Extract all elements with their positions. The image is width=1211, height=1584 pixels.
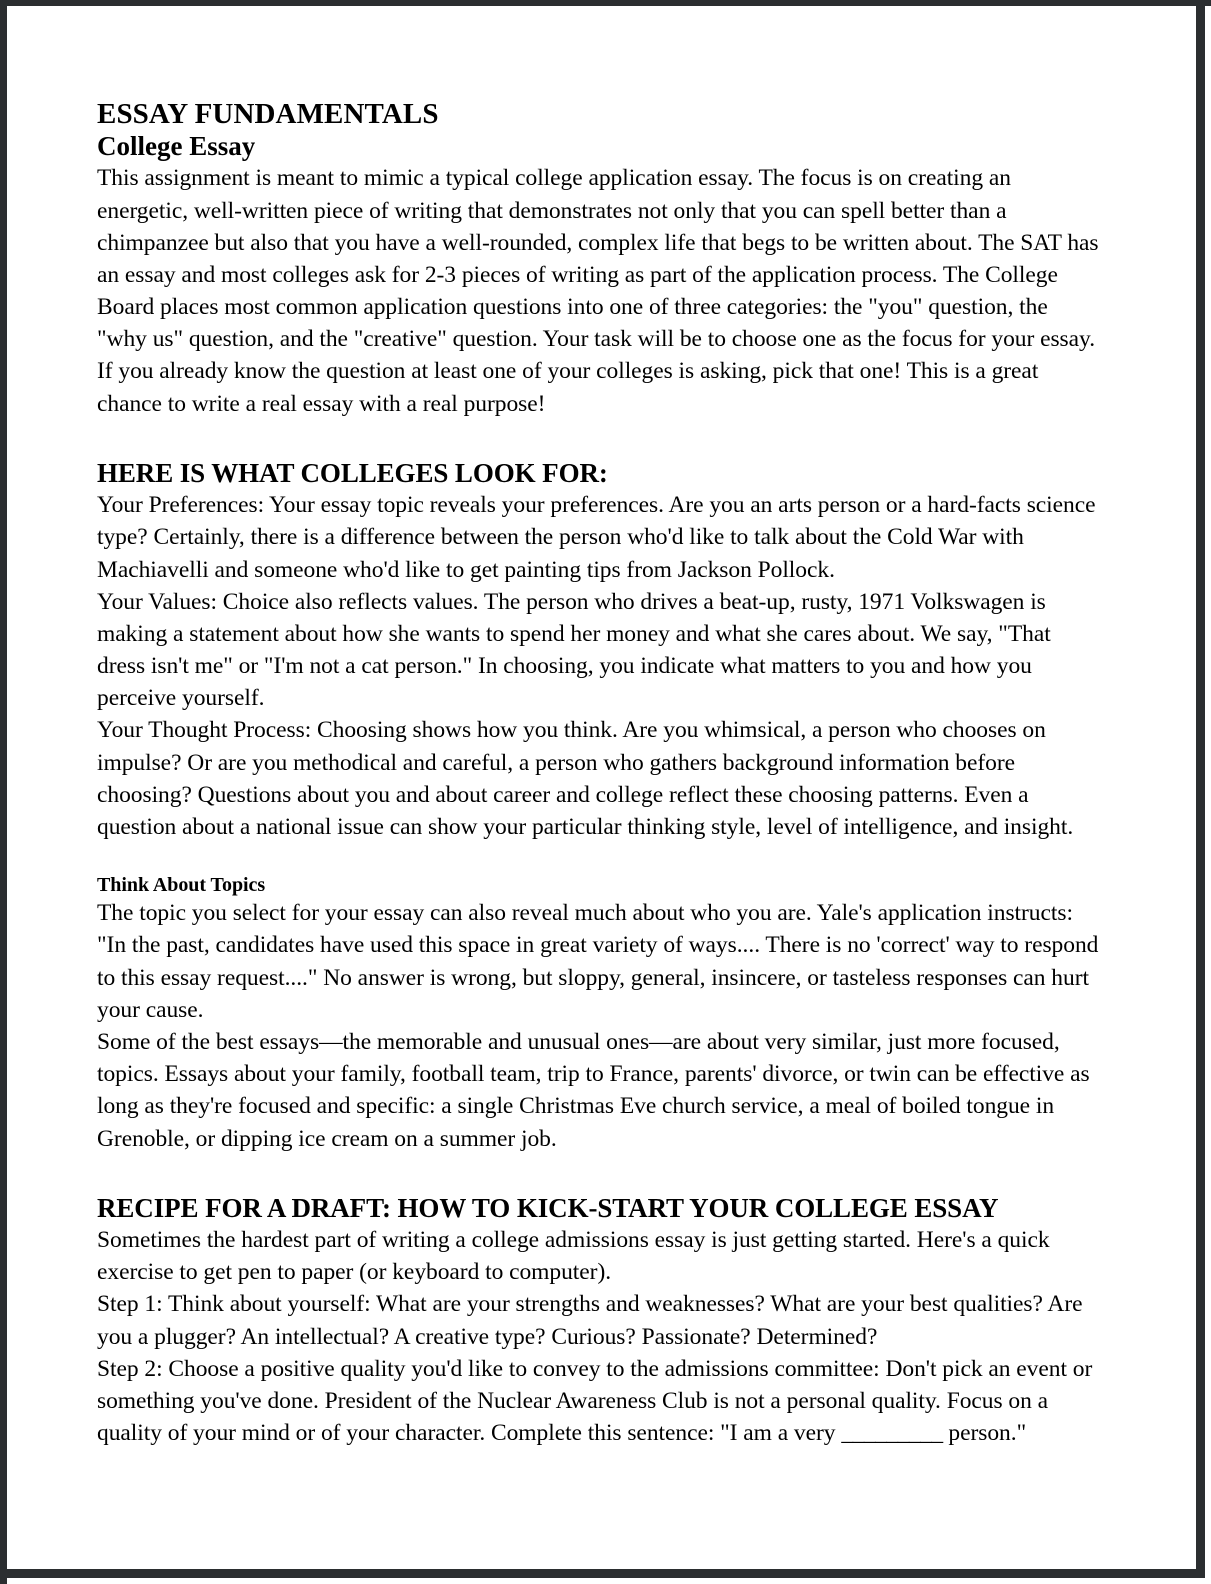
fill-in-blank[interactable]: _________ xyxy=(841,1420,943,1447)
paragraph-your-thought-process: Your Thought Process: Choosing shows how you think. Are you whimsical, a person who chooses on impulse? Or are you methodical and careful, a person who gathers background information before choosing? Questions about you and about career and college reflect these choosing patterns. Even a question about a national issue can show your particular thinking style, level of intelligence, and insight. xyxy=(97,717,1074,841)
paragraph-step-1: Step 1: Think about yourself: What are your strengths and weaknesses? What are your best qualities? Are you a plugger? An intellectual? A creative type? Curious? Passionate? Determined? xyxy=(97,1291,1083,1350)
intro-paragraph: This assignment is meant to mimic a typical college application essay. The focus is on creating an energetic, well-written piece of writing that demonstrates not only that you can spell better than a chimpanzee but also that you have a well-rounded, complex life that begs to be written about. The SAT has an essay and most colleges ask for 2-3 pieces of writing as part of the application process. The College Board places most common application questions into one of three categories: the "you" question, the "why us" question, and the "creative" question. Your task will be to choose one as the focus for your essay. If you already know the question at least one of your colleges is asking, pick that one! This is a great chance to write a real essay with a real purpose! xyxy=(97,165,1099,417)
subheading-think-about-topics: Think About Topics xyxy=(97,874,266,897)
page-subtitle: College Essay xyxy=(97,131,256,162)
paragraph-recipe-intro: Sometimes the hardest part of writing a college admissions essay is just getting started. Here's a quick exercise to get pen to paper (or keyboard to computer). xyxy=(97,1227,1050,1286)
paragraph-best-essays: Some of the best essays—the memorable and unusual ones—are about very similar, just more focused, topics. Essays about your family, football team, trip to France, parents' divorce, or twin can be effective as long as they're focused and specific: a single Christmas Eve church service, a meal of boiled tongue in Grenoble, or dipping ice cream on a summer job. xyxy=(97,1028,1090,1152)
paragraph-your-values: Your Values: Choice also reflects values. The person who drives a beat-up, rusty, 1971 Volkswagen is making a statement about how she wants to spend her money and what she cares about. We say, "That dress isn't me" or "I'm not a cat person." In choosing, you indicate what matters to you and how you perceive yourself. xyxy=(97,588,1051,712)
page-border-right xyxy=(1196,0,1205,1578)
step-2-text-after-blank: person." xyxy=(942,1420,1027,1447)
paragraph-yale-application: The topic you select for your essay can also reveal much about who you are. Yale's application instructs: "In the past, candidates have used this space in great variety of ways.... There is no 'correct' way to respond to this essay request...." No answer is wrong, but sloppy, general, insincere, or tasteless responses can hurt your cause. xyxy=(97,900,1099,1023)
page-border-bottom xyxy=(0,1569,1205,1578)
page-border-left xyxy=(0,0,7,1584)
page-sheet xyxy=(7,6,1196,1569)
section-heading-recipe-for-a-draft: RECIPE FOR A DRAFT: HOW TO KICK-START YOUR COLLEGE ESSAY xyxy=(97,1192,999,1223)
page-title: ESSAY FUNDAMENTALS xyxy=(97,98,439,130)
paragraph-step-2 xyxy=(97,1353,1102,1450)
paragraph-your-preferences: Your Preferences: Your essay topic reveals your preferences. Are you an arts person or a hard-facts science type? Certainly, there is a difference between the person who'd like to talk about the Cold War with Machiavelli and someone who'd like to get painting tips from Jackson Pollock. xyxy=(97,492,1096,583)
step-2-text-before-blank: Step 2: Choose a positive quality you'd like to convey to the admissions committee: Don't pick an event or something you've done. President of the Nuclear Awareness Club is not a personal quality. Focus on a quality of your mind or of your character. Complete this sentence: "I am a very xyxy=(97,1355,1093,1447)
document-content xyxy=(97,98,1102,1449)
section-heading-colleges-look-for: HERE IS WHAT COLLEGES LOOK FOR: xyxy=(97,457,608,488)
